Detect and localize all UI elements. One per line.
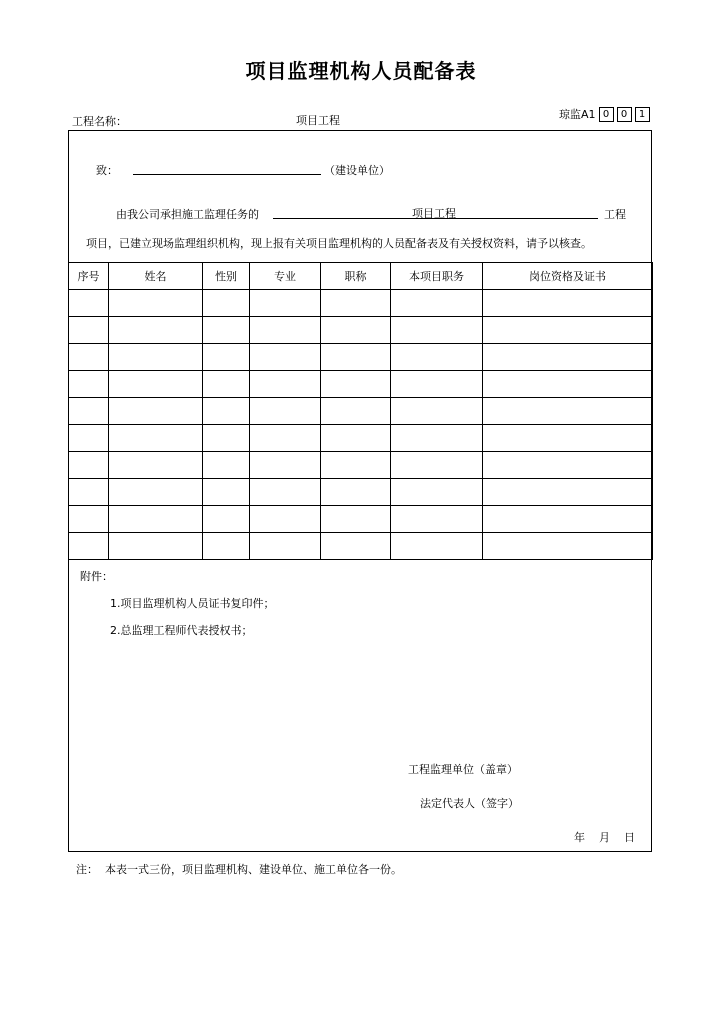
table-row: [69, 317, 653, 344]
table-cell[interactable]: [69, 398, 109, 425]
table-cell[interactable]: [321, 533, 391, 560]
column-header: 性别: [203, 263, 250, 290]
table-cell[interactable]: [321, 425, 391, 452]
table-cell[interactable]: [69, 452, 109, 479]
table-cell[interactable]: [391, 344, 483, 371]
table-row: [69, 479, 653, 506]
table-cell[interactable]: [203, 317, 250, 344]
supervision-unit-seal: 工程监理单位（盖章）: [408, 763, 518, 776]
form-code-prefix: 琼监A1: [559, 108, 596, 121]
table-cell[interactable]: [250, 371, 321, 398]
table-cell[interactable]: [109, 371, 203, 398]
table-cell[interactable]: [250, 317, 321, 344]
table-cell[interactable]: [203, 398, 250, 425]
to-label: 致：: [96, 164, 118, 177]
table-cell[interactable]: [69, 317, 109, 344]
table-cell[interactable]: [109, 533, 203, 560]
column-header: 职称: [321, 263, 391, 290]
table-cell[interactable]: [250, 344, 321, 371]
column-header: 岗位资格及证书: [483, 263, 653, 290]
date-field: 年 月 日: [574, 831, 635, 844]
table-cell[interactable]: [483, 344, 653, 371]
table-cell[interactable]: [483, 479, 653, 506]
table-cell[interactable]: [391, 371, 483, 398]
table-cell[interactable]: [391, 506, 483, 533]
table-cell[interactable]: [250, 290, 321, 317]
table-cell[interactable]: [69, 506, 109, 533]
table-cell[interactable]: [321, 371, 391, 398]
form-code-digit: 0: [599, 107, 614, 122]
table-cell[interactable]: [203, 479, 250, 506]
table-cell[interactable]: [391, 317, 483, 344]
table-cell[interactable]: [69, 344, 109, 371]
table-cell[interactable]: [391, 290, 483, 317]
table-cell[interactable]: [391, 479, 483, 506]
table-cell[interactable]: [250, 452, 321, 479]
column-header: 本项目职务: [391, 263, 483, 290]
form-code: [559, 106, 650, 122]
page-title: 项目监理机构人员配备表: [245, 59, 477, 83]
table-header-row: [69, 263, 653, 290]
table-row: [69, 533, 653, 560]
table-cell[interactable]: [391, 425, 483, 452]
table-cell[interactable]: [203, 452, 250, 479]
table-cell[interactable]: [321, 398, 391, 425]
attachments-label: 附件：: [80, 570, 113, 583]
table-cell[interactable]: [203, 506, 250, 533]
table-row: [69, 425, 653, 452]
table-cell[interactable]: [203, 344, 250, 371]
table-cell[interactable]: [69, 479, 109, 506]
table-cell[interactable]: [109, 479, 203, 506]
table-cell[interactable]: [483, 398, 653, 425]
table-cell[interactable]: [203, 290, 250, 317]
table-cell[interactable]: [250, 425, 321, 452]
table-row: [69, 344, 653, 371]
table-cell[interactable]: [69, 533, 109, 560]
attachment-item: 2.总监理工程师代表授权书；: [110, 624, 253, 637]
form-code-digit: 1: [635, 107, 650, 122]
table-cell[interactable]: [321, 344, 391, 371]
intro-line1-value: 项目工程: [412, 207, 456, 220]
to-recipient-line[interactable]: [133, 160, 321, 175]
table-cell[interactable]: [250, 398, 321, 425]
attachment-item: 1.项目监理机构人员证书复印件；: [110, 597, 275, 610]
table-cell[interactable]: [250, 533, 321, 560]
table-cell[interactable]: [483, 371, 653, 398]
personnel-table: [68, 262, 653, 560]
table-cell[interactable]: [250, 506, 321, 533]
table-cell[interactable]: [483, 317, 653, 344]
table-cell[interactable]: [483, 506, 653, 533]
intro-line1-prefix: 由我公司承担施工监理任务的: [116, 208, 259, 221]
to-suffix: （建设单位）: [324, 164, 390, 177]
table-cell[interactable]: [391, 533, 483, 560]
table-cell[interactable]: [109, 452, 203, 479]
table-cell[interactable]: [203, 533, 250, 560]
legal-representative-sign: 法定代表人（签字）: [420, 797, 519, 810]
table-cell[interactable]: [109, 317, 203, 344]
table-cell[interactable]: [203, 425, 250, 452]
table-cell[interactable]: [69, 290, 109, 317]
table-cell[interactable]: [483, 452, 653, 479]
footnote: 注： 本表一式三份，项目监理机构、建设单位、施工单位各一份。: [76, 863, 402, 876]
table-cell[interactable]: [69, 425, 109, 452]
table-row: [69, 371, 653, 398]
table-cell[interactable]: [321, 479, 391, 506]
table-cell[interactable]: [109, 425, 203, 452]
table-cell[interactable]: [109, 506, 203, 533]
table-row: [69, 452, 653, 479]
table-cell[interactable]: [321, 290, 391, 317]
project-name-label: 工程名称：: [72, 115, 127, 128]
table-cell[interactable]: [69, 371, 109, 398]
table-cell[interactable]: [203, 371, 250, 398]
intro-line1-suffix: 工程: [604, 208, 626, 221]
table-cell[interactable]: [109, 344, 203, 371]
column-header: 姓名: [109, 263, 203, 290]
table-cell[interactable]: [321, 506, 391, 533]
column-header: 序号: [69, 263, 109, 290]
table-row: [69, 398, 653, 425]
column-header: 专业: [250, 263, 321, 290]
table-cell[interactable]: [391, 452, 483, 479]
table-cell[interactable]: [483, 290, 653, 317]
table-cell[interactable]: [321, 317, 391, 344]
table-cell[interactable]: [109, 290, 203, 317]
table-cell[interactable]: [250, 479, 321, 506]
table-cell[interactable]: [321, 452, 391, 479]
table-cell[interactable]: [483, 425, 653, 452]
intro-line2: 项目，已建立现场监理组织机构，现上报有关项目监理机构的人员配备表及有关授权资料，请予以核查。: [86, 237, 592, 250]
table-cell[interactable]: [483, 533, 653, 560]
project-name-value: 项目工程: [296, 114, 340, 127]
table-cell[interactable]: [109, 398, 203, 425]
form-code-digit: 0: [617, 107, 632, 122]
table-row: [69, 290, 653, 317]
table-row: [69, 506, 653, 533]
table-cell[interactable]: [391, 398, 483, 425]
table-body: [69, 290, 653, 560]
